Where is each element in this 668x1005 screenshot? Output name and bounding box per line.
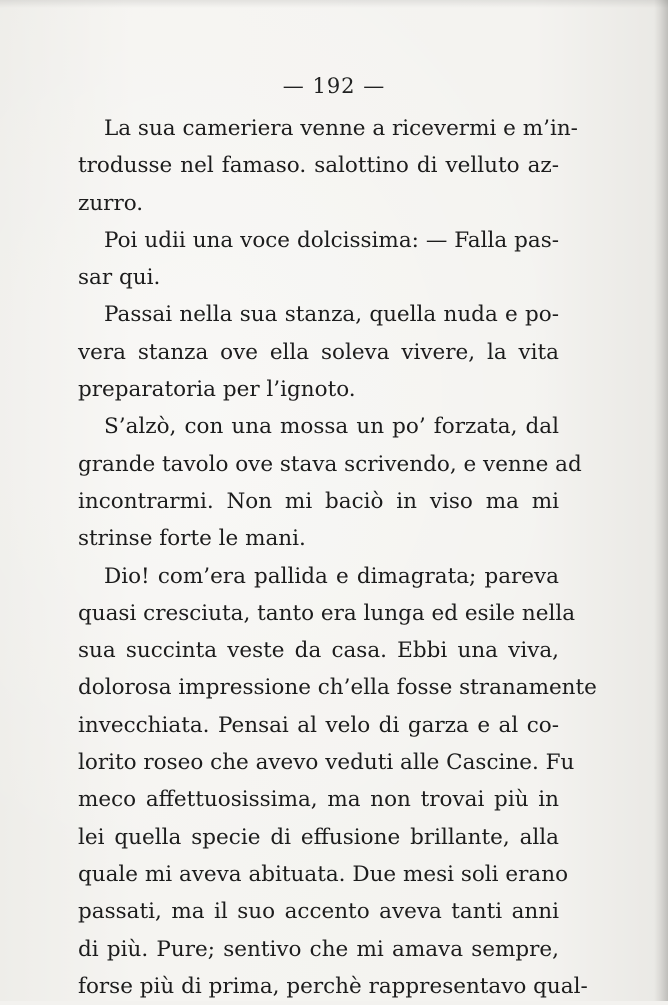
text-line: meco affettuosissima, ma non trovai più in xyxy=(78,787,559,813)
text-line: Passai nella sua stanza, quella nuda e po- xyxy=(104,302,559,328)
body-text xyxy=(78,110,597,1005)
text-line: Poi udii una voce dolcissima: — Falla pas- xyxy=(104,227,559,253)
text-line: grande tavolo ove stava scrivendo, e venne ad xyxy=(78,451,582,477)
text-line: dolorosa impressione ch’ella fosse stranamente xyxy=(78,675,597,701)
page-binding-shadow xyxy=(654,0,668,1001)
text-line: vera stanza ove ella soleva vivere, la vita xyxy=(78,339,559,365)
text-line: incontrarmi. Non mi baciò in viso ma mi xyxy=(78,488,559,514)
text-line: lorito roseo che avevo veduti alle Cascine. Fu xyxy=(78,750,575,776)
text-line: forse più di prima, perchè rappresentavo qual- xyxy=(78,973,588,999)
page-number: — 192 — xyxy=(282,74,386,98)
text-line: trodusse nel famaso. salottino di velluto az- xyxy=(78,153,559,179)
text-line: di più. Pure; sentivo che mi amava sempre, xyxy=(78,936,559,962)
text-line: zurro. xyxy=(78,190,144,216)
text-line: invecchiata. Pensai al velo di garza e al co- xyxy=(78,712,559,738)
text-line: S’alzò, con una mossa un po’ forzata, dal xyxy=(104,414,559,440)
text-line: sar qui. xyxy=(78,265,161,291)
text-line: La sua cameriera venne a ricevermi e m’in- xyxy=(104,116,578,141)
text-line: quale mi aveva abituata. Due mesi soli erano xyxy=(78,861,569,887)
page-top-shadow xyxy=(0,0,668,8)
text-line: quasi cresciuta, tanto era lunga ed esile nella xyxy=(78,600,576,626)
text-line: passati, ma il suo accento aveva tanti anni xyxy=(78,899,559,925)
text-line: preparatoria per l’ignoto. xyxy=(78,377,356,403)
text-line: lei quella specie di effusione brillante, alla xyxy=(78,824,559,850)
text-line: Dio! com’era pallida e dimagrata; pareva xyxy=(104,563,559,589)
text-line: sua succinta veste da casa. Ebbi una viva, xyxy=(78,638,559,664)
text-line: strinse forte le mani. xyxy=(78,526,306,552)
